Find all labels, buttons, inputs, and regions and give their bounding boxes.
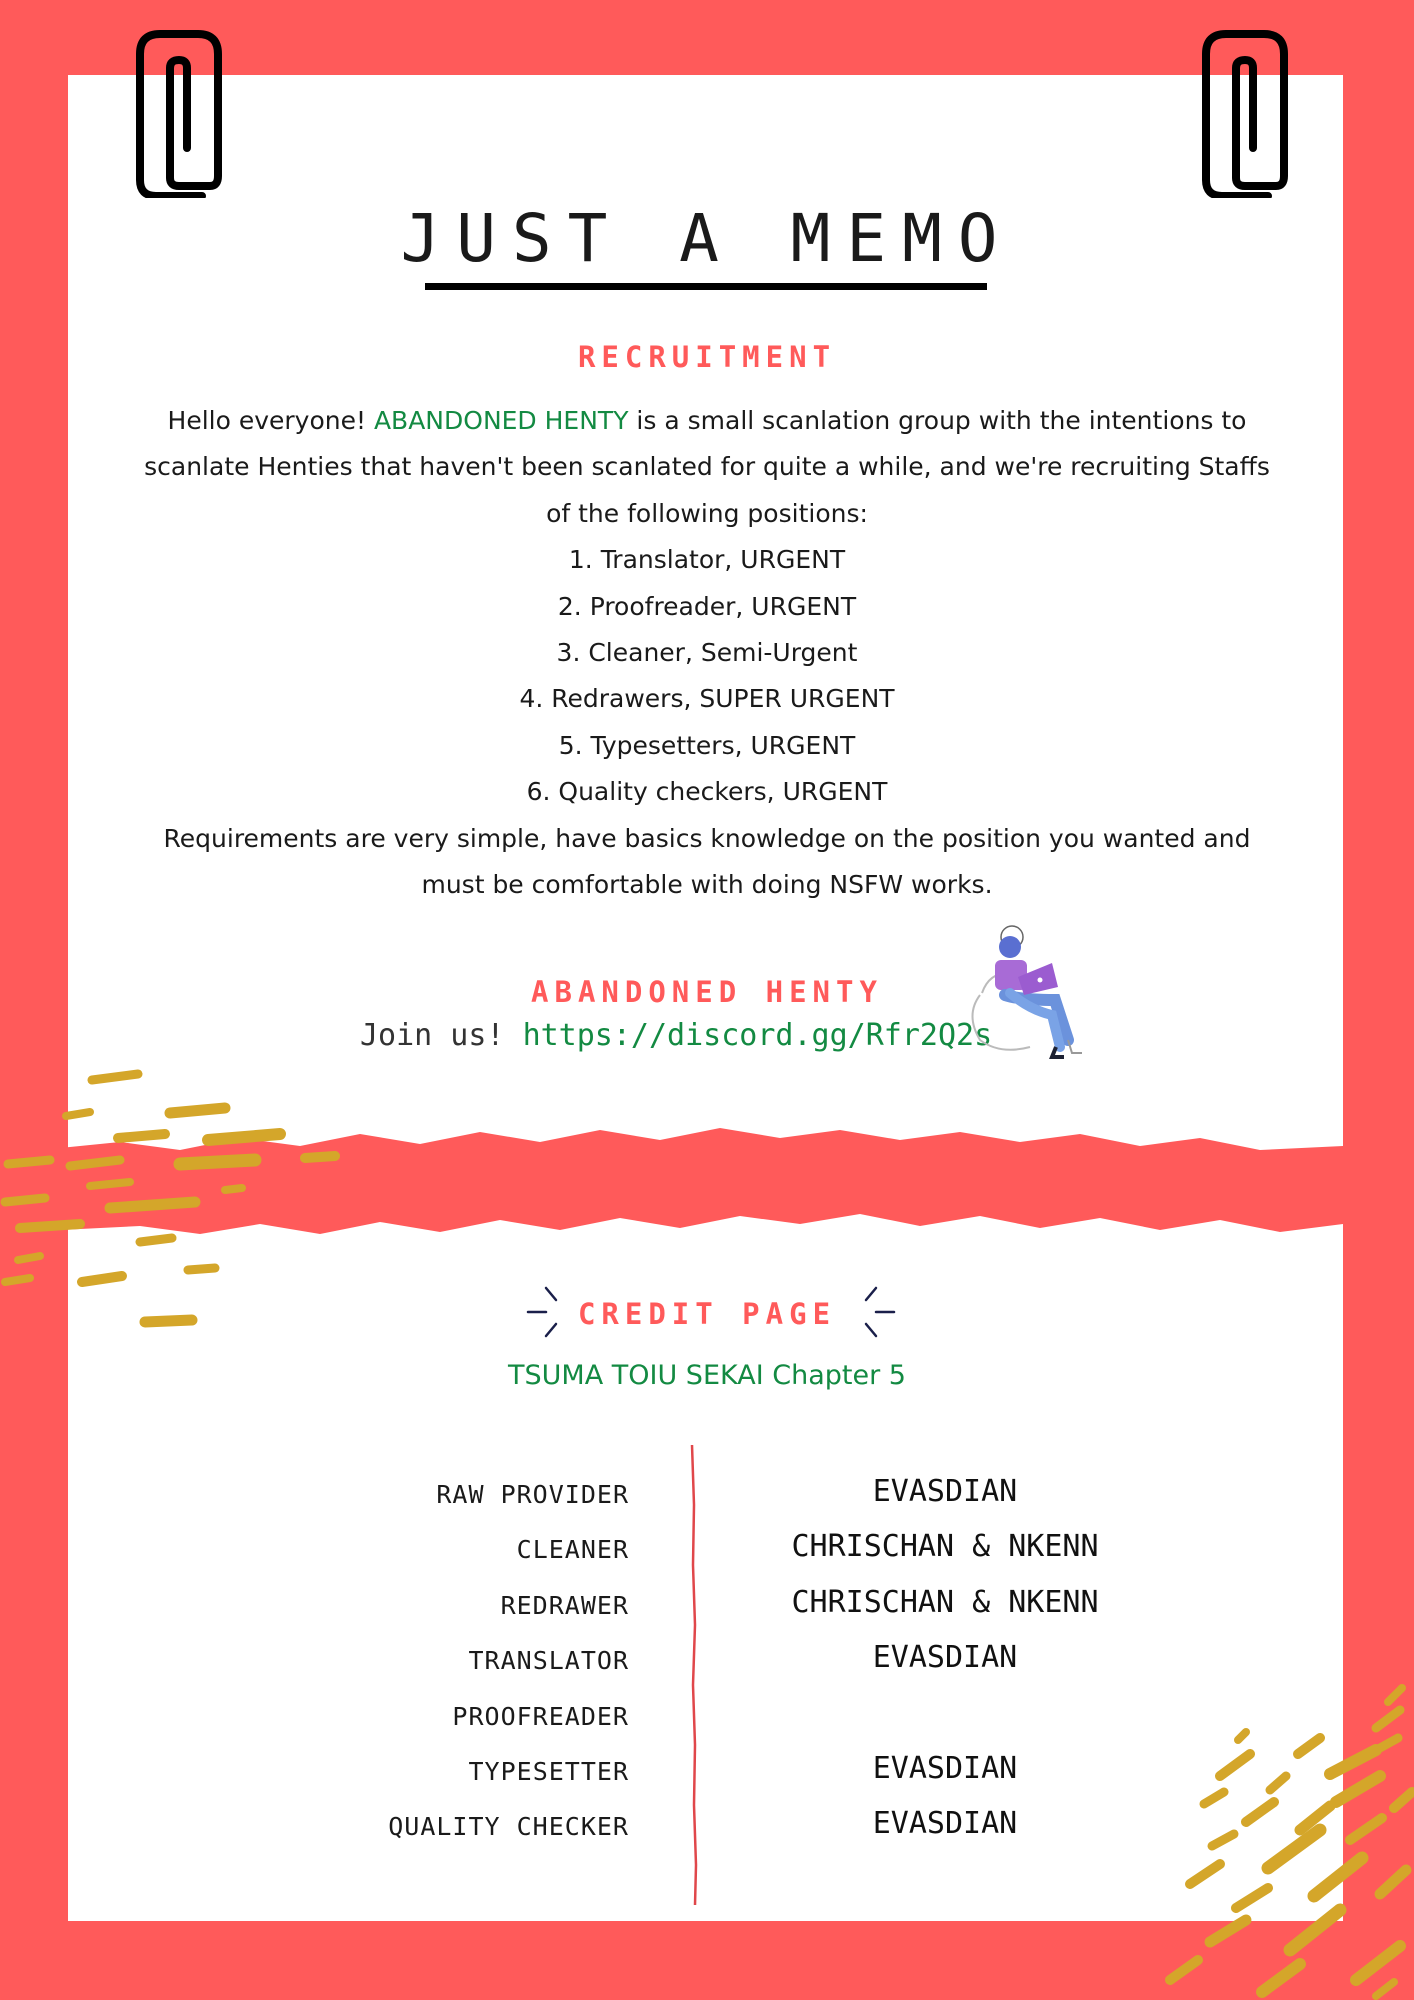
title-underline [425,283,987,290]
position-item: 2. Proofreader, URGENT [557,591,857,621]
intro-text-start: Hello everyone! [167,406,374,435]
group-heading: ABANDONED HENTY [531,975,883,1009]
join-label: Join us! [360,1018,523,1053]
person-with-laptop-illustration [960,915,1100,1060]
recruitment-heading: RECRUITMENT [577,340,837,374]
credit-role: QUALITY CHECKER [388,1812,629,1841]
position-item: 5. Typesetters, URGENT [558,730,856,760]
position-item: 3. Cleaner, Semi-Urgent [556,638,858,668]
paperclip-icon [132,28,222,198]
position-item: 4. Redrawers, SUPER URGENT [519,684,895,714]
credit-name: EVASDIAN [872,1751,1018,1786]
requirements-text: Requirements are very simple, have basics knowledge on the position you wanted and must be comfortable with doing NSFW works. [163,823,1251,900]
intro-paragraph [130,398,1284,537]
gold-brush-strokes [1150,1680,1414,2000]
credit-role: RAW PROVIDER [436,1480,629,1509]
join-line [360,1018,992,1053]
credit-role: TRANSLATOR [468,1646,629,1675]
credit-name: CHRISCHAN & NKENN [791,1529,1099,1564]
chapter-title: TSUMA TOIU SEKAI Chapter 5 [508,1360,906,1391]
credit-row [0,1525,1414,1581]
intro-text-end: is a small scanlation group with the intentions to scanlate Henties that haven't been scanlated for quite a while, and we're recruiting Staffs of the following positions: [144,406,1270,528]
credit-name: CHRISCHAN & NKENN [791,1585,1099,1620]
credit-row [0,1470,1414,1526]
credit-role: REDRAWER [500,1591,629,1620]
memo-title: JUST A MEMO [400,200,1014,277]
credit-heading: CREDIT PAGE [577,1297,837,1331]
credit-role: TYPESETTER [468,1757,629,1786]
credit-row [0,1581,1414,1637]
gold-brush-strokes [0,1060,340,1340]
credit-role: PROOFREADER [452,1702,629,1731]
position-item: 1. Translator, URGENT [568,545,846,575]
position-item: 6. Quality checkers, URGENT [526,777,888,807]
credit-name: EVASDIAN [872,1806,1018,1841]
credit-name: EVASDIAN [872,1640,1018,1675]
credit-role: CLEANER [516,1535,629,1564]
paperclip-icon [1198,28,1288,198]
discord-link[interactable]: https://discord.gg/Rfr2Q2s [522,1018,993,1053]
group-name: ABANDONED HENTY [373,406,629,435]
credit-name: EVASDIAN [872,1474,1018,1509]
recruitment-body [130,398,1284,908]
